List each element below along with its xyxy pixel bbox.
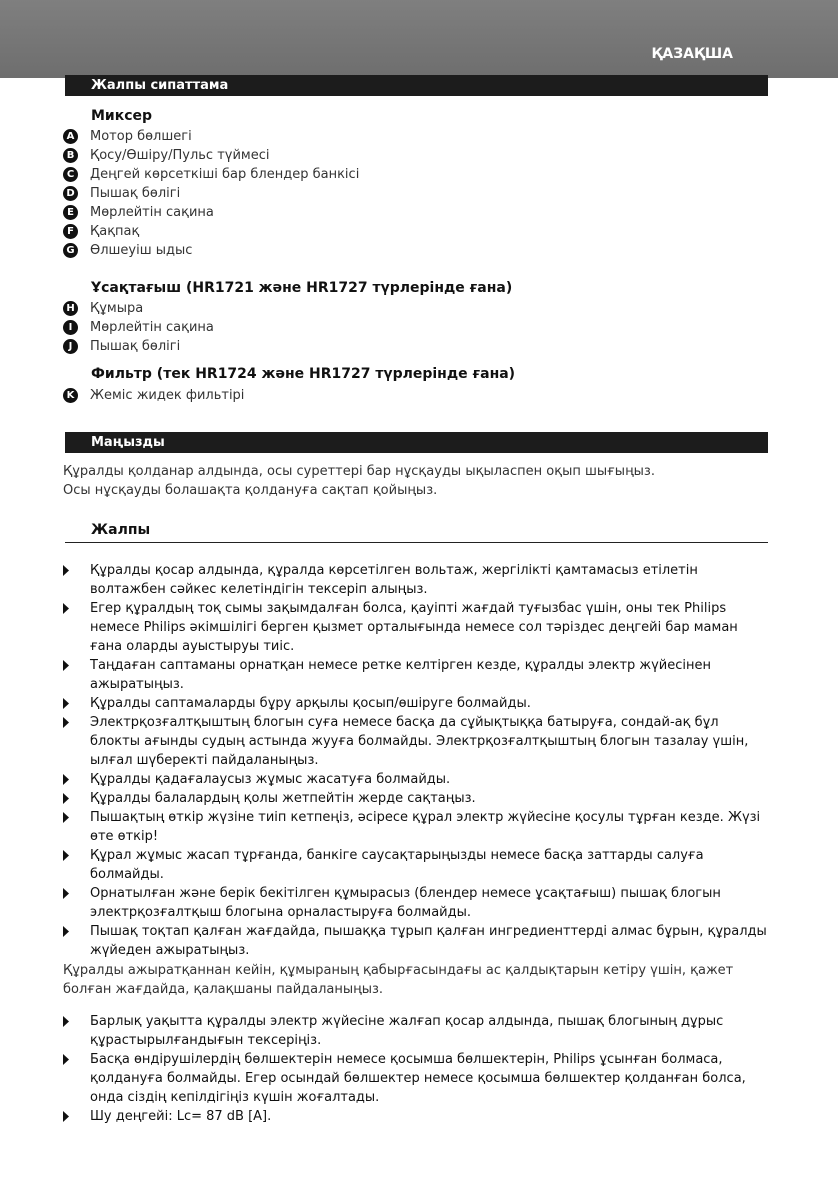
letter-badge-icon: A [63, 129, 78, 144]
bullet-arrow-icon [63, 774, 69, 785]
bullet-arrow-icon [63, 888, 69, 899]
part-label: Жеміс жидек фильтірі [90, 388, 245, 403]
part-item [63, 127, 359, 146]
bullet-arrow-icon [63, 1054, 69, 1065]
letter-badge-icon: H [63, 301, 78, 316]
part-item [63, 318, 214, 337]
bullet-item: Құралды қосар алдында, құралда көрсетілген вольтаж, жергілікті қамтамасыз етілетін волтажбен сәйкес келетіндігін тексеріп алыңыз. [63, 561, 768, 599]
letter-badge-icon: K [63, 388, 78, 403]
part-item [63, 222, 359, 241]
bullet-item: Пышақтың өткір жүзіне тиіп кетпеңіз, әсіресе құрал электр жүйесіне қосулы тұрған кезде. Жүзі өте өткір! [63, 808, 768, 846]
parts-list-chopper [63, 299, 214, 356]
bullet-arrow-icon [63, 698, 69, 709]
divider [65, 542, 768, 543]
bullet-item: Құралды балалардың қолы жетпейтін жерде сақтаңыз. [63, 789, 768, 808]
part-item [63, 241, 359, 260]
part-item [63, 386, 244, 405]
note-paragraph: Құралды ажыратқаннан кейін, құмыраның қабырғасындағы ас қалдықтарын кетіру үшін, қажет болған жағдайда, қалақшаны пайдаланыңыз. [63, 963, 734, 997]
section-bar-general-description: Жалпы сипаттама [65, 75, 768, 96]
letter-badge-icon: D [63, 186, 78, 201]
letter-badge-icon: C [63, 167, 78, 182]
part-label: Мөрлейтін сақина [90, 205, 214, 220]
bullet-arrow-icon [63, 1016, 69, 1027]
bullet-arrow-icon [63, 850, 69, 861]
safety-bullet-list [63, 561, 768, 960]
intro-paragraph: Құралды қолданар алдында, осы суреттері бар нұсқауды ықыласпен оқып шығыңыз. [63, 464, 655, 479]
part-item [63, 337, 214, 356]
bullet-item: Басқа өндірушілердің бөлшектерін немесе қосымша бөлшектерін, Philips ұсынған болмаса, қолдануға болмайды. Егер осындай бөлшектер немесе қосымша бөлшектер қолданған болса, онда сіздің кепілдігіңіз күшін жоғалтады. [63, 1050, 768, 1107]
part-label: Пышақ бөлігі [90, 186, 181, 201]
letter-badge-icon: J [63, 339, 78, 354]
parts-list-mixer [63, 127, 359, 260]
bullet-item: Орнатылған және берік бекітілген құмырасыз (блендер немесе ұсақтағыш) пышақ блогын электрқозғалтқыш блогына орналастыруға болмайды. [63, 884, 768, 922]
bullet-item: Электрқозғалтқыштың блогын суға немесе басқа да сұйықтыққа батыруға, сондай-ақ бұл блокты ағынды судың астында жууға болмайды. Электрқозғалтқыштың блогын тазалау үшін, ылғал шүберекті пайдаланыңыз. [63, 713, 768, 770]
part-label: Мотор бөлшегі [90, 129, 192, 144]
bullet-item: Құрал жұмыс жасап тұрғанда, банкіге саусақтарыңызды немесе басқа заттарды салуға болмайды. [63, 846, 768, 884]
part-label: Деңгей көрсеткіші бар блендер банкісі [90, 167, 360, 182]
bullet-arrow-icon [63, 812, 69, 823]
part-label: Құмыра [90, 301, 144, 316]
part-item [63, 146, 359, 165]
header-bar [0, 0, 838, 78]
letter-badge-icon: I [63, 320, 78, 335]
subheading-filter: Фильтр (тек HR1724 және HR1727 түрлерінде ғана) [91, 366, 516, 382]
part-label: Өлшеуіш ыдыс [90, 243, 193, 258]
bullet-item: Пышақ тоқтап қалған жағдайда, пышаққа тұрып қалған ингредиенттерді алмас бұрын, құралды жүйеден ажыратыңыз. [63, 922, 768, 960]
letter-badge-icon: B [63, 148, 78, 163]
section-bar-important: Маңызды [65, 432, 768, 453]
part-item [63, 299, 214, 318]
part-label: Пышақ бөлігі [90, 339, 181, 354]
part-item [63, 165, 359, 184]
bullet-item: Барлық уақытта құралды электр жүйесіне жалғап қосар алдында, пышақ блогының дұрыс құрастырылғандығын тексеріңіз. [63, 1012, 768, 1050]
bullet-item: Таңдаған саптаманы орнатқан немесе ретке келтірген кезде, құралды электр жүйесінен ажыратыңыз. [63, 656, 768, 694]
bullet-item: Құралды қадағалаусыз жұмыс жасатуға болмайды. [63, 770, 768, 789]
subheading-chopper: Ұсақтағыш (HR1721 және HR1727 түрлерінде ғана) [91, 280, 513, 296]
letter-badge-icon: E [63, 205, 78, 220]
part-item [63, 184, 359, 203]
part-label: Мөрлейтін сақина [90, 320, 214, 335]
safety-bullet-list-2 [63, 1012, 768, 1126]
bullet-arrow-icon [63, 926, 69, 937]
subheading-general: Жалпы [91, 522, 151, 538]
part-label: Қосу/Өшіру/Пульс түймесі [90, 148, 270, 163]
subheading-mixer: Миксер [91, 108, 153, 124]
bullet-arrow-icon [63, 1111, 69, 1122]
bullet-arrow-icon [63, 793, 69, 804]
letter-badge-icon: G [63, 243, 78, 258]
letter-badge-icon: F [63, 224, 78, 239]
bullet-arrow-icon [63, 603, 69, 614]
part-item [63, 203, 359, 222]
bullet-item: Құралды саптамаларды бұру арқылы қосып/өшіруге болмайды. [63, 694, 768, 713]
bullet-arrow-icon [63, 660, 69, 671]
bullet-item: Егер құралдың тоқ сымы зақымдалған болса, қауіпті жағдай туғызбас үшін, оны тек Philips немесе Philips әкімшілігі берген қызмет орталығында немесе сол тәріздес деңгейі бар маман ғана оларды ауыстыруы тиіс. [63, 599, 768, 656]
bullet-item: Шу деңгейі: Lc= 87 dB [A]. [63, 1107, 768, 1126]
parts-list-filter [63, 386, 244, 405]
intro-paragraph: Осы нұсқауды болашақта қолдануға сақтап қойыңыз. [63, 483, 438, 498]
bullet-arrow-icon [63, 717, 69, 728]
language-label: ҚАЗАҚША [651, 46, 733, 62]
bullet-arrow-icon [63, 565, 69, 576]
part-label: Қақпақ [90, 224, 140, 239]
